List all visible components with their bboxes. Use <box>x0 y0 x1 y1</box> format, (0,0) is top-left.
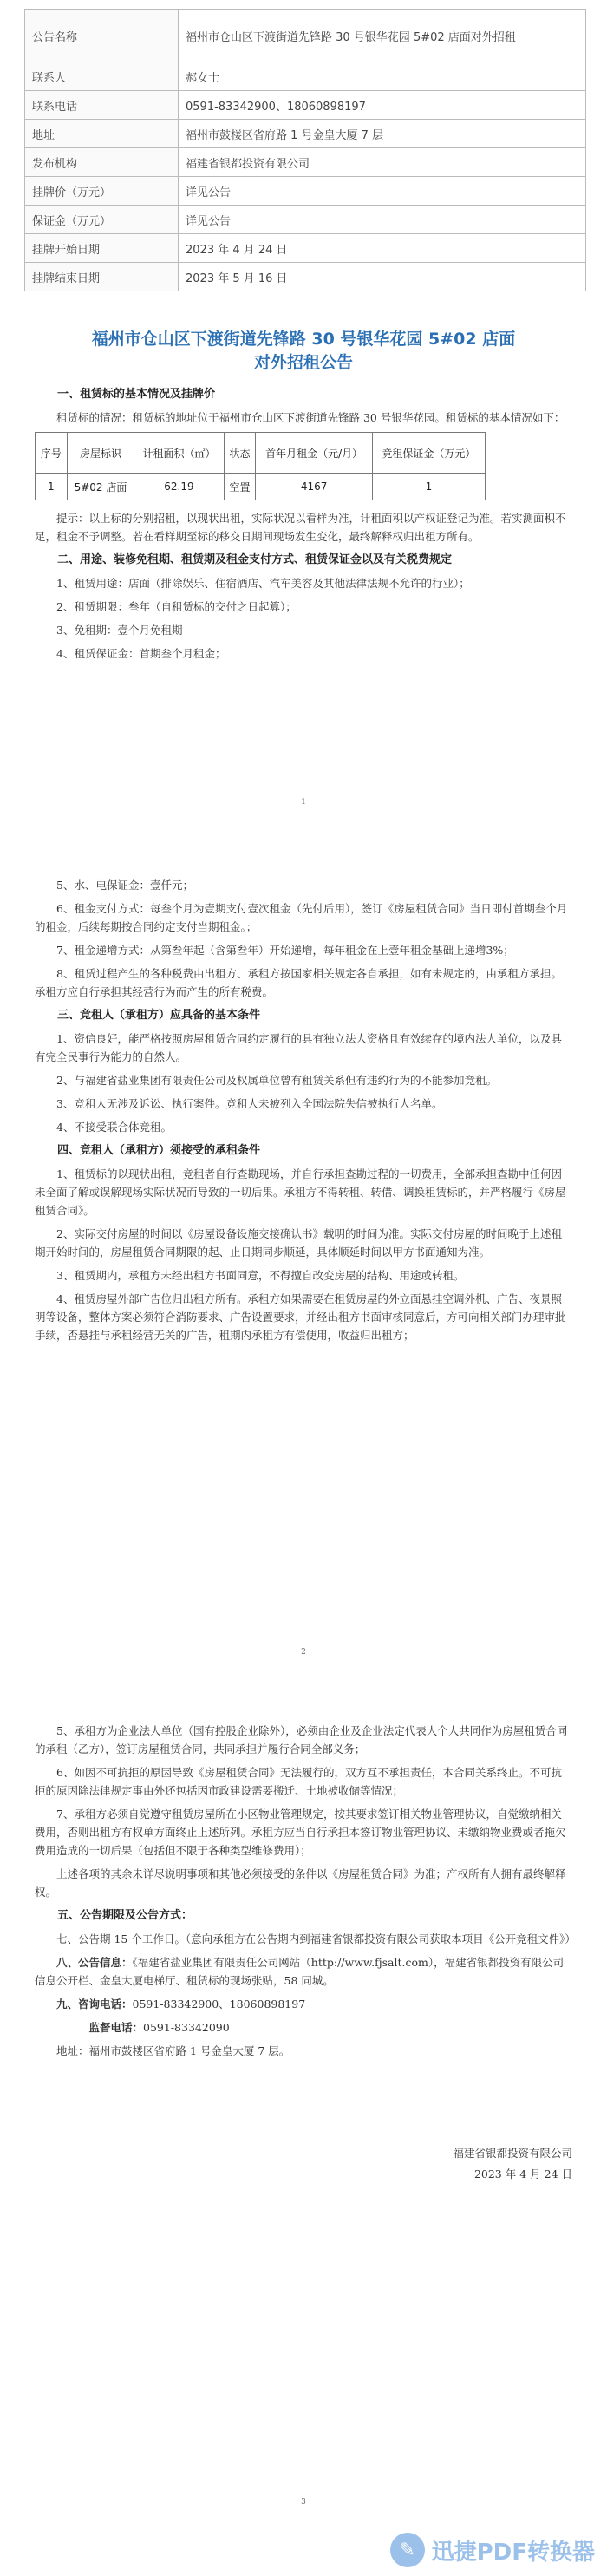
section-1-tip: 提示：以上标的分别招租，以现状出租，实际状况以看样为准，计租面积以产权证登记为准。若实测面积不足，租金不予调整。若在看样期至标的移交日期间现场发生变化，最终解释权归出租方所有。 <box>35 512 566 543</box>
watermark-text: 迅捷PDF转换器 <box>431 2539 595 2566</box>
section-3-p1: 1、资信良好，能严格按照房屋租赁合同约定履行的具有独立法人资格且有效续存的境内法人单位，以及具有完全民事行为能力的自然人。 <box>35 1032 562 1063</box>
section-2-p5: 5、水、电保证金：壹仟元； <box>56 879 193 892</box>
page-number-2: 2 <box>301 1648 306 1657</box>
info-key: 地址 <box>25 120 179 148</box>
info-key: 挂牌结束日期 <box>25 263 179 291</box>
info-key: 挂牌价（万元） <box>25 177 179 206</box>
section-2-p8: 8、租赁过程产生的各种税费由出租方、承租方按国家相关规定各自承担，如有未规定的，由承租方承担。承租方应自行承担其经营行为而产生的所有税费。 <box>35 967 562 998</box>
section-5-p2 <box>35 1953 572 1990</box>
info-row <box>25 206 586 234</box>
rent-table-cell: 1 <box>372 474 485 500</box>
section-5-heading: 五、公告期限及公告方式： <box>57 1909 193 1922</box>
signature-date: 2023 年 4 月 24 日 <box>473 2167 572 2180</box>
section-2-p7: 7、租金递增方式：从第叁年起（含第叁年）开始递增，每年租金在上壹年租金基础上递增3%； <box>56 944 514 957</box>
section-5-p1: 七、公告期 15 个工作日。（意向承租方在公告期内到福建省银都投资有限公司获取本项目《公开竞租文件》） <box>56 1932 576 1945</box>
rent-table-cell: 空置 <box>224 474 256 500</box>
rent-table-header-cell: 序号 <box>36 433 68 474</box>
info-key: 联系电话 <box>25 91 179 120</box>
rent-table-cell: 62.19 <box>134 474 224 500</box>
section-4-heading: 四、竞租人（承租方）须接受的承租条件 <box>57 1144 261 1157</box>
converter-watermark <box>390 2533 595 2567</box>
info-key: 公告名称 <box>25 10 179 62</box>
section-4-p3: 3、租赁期内，承租方未经出租方书面同意，不得擅自改变房屋的结构、用途或转租。 <box>56 1269 465 1282</box>
section-3-p4: 4、不接受联合体竞租。 <box>56 1121 172 1134</box>
section-2-p3: 3、免租期：壹个月免租期 <box>56 624 183 637</box>
info-row <box>25 177 586 206</box>
section-2-p4: 4、租赁保证金：首期叁个月租金； <box>56 647 226 660</box>
section-2-p1: 1、租赁用途：店面（排除娱乐、住宿酒店、汽车美容及其他法律法规不允许的行业）； <box>56 577 470 590</box>
rent-table-row <box>36 474 486 500</box>
section-2-p6: 6、租金支付方式：每叁个月为壹期支付壹次租金（先付后用），签订《房屋租赁合同》当日即付首期叁个月的租金，后续每期按合同约定支付当期租金。； <box>35 902 568 933</box>
page-number-1: 1 <box>301 798 306 807</box>
info-row <box>25 148 586 177</box>
page-2 <box>35 876 572 1350</box>
info-key: 挂牌开始日期 <box>25 234 179 263</box>
info-value: 0591-83342900、18060898197 <box>179 91 586 120</box>
info-row <box>25 234 586 263</box>
section-2-heading: 二、用途、装修免租期、租赁期及租金支付方式、租赁保证金以及有关税费规定 <box>57 553 453 566</box>
notice-title-line2: 对外招租公告 <box>253 353 353 372</box>
info-value: 详见公告 <box>179 206 586 234</box>
info-row <box>25 263 586 291</box>
phone-label: 九、咨询电话： <box>56 1997 133 2010</box>
page-3 <box>35 1722 576 2185</box>
section-1-intro: 租赁标的情况：租赁标的地址位于福州市仓山区下渡街道先锋路 30 号银华花园。租赁标的基本情况如下： <box>56 411 565 424</box>
info-value: 福州市鼓楼区省府路 1 号金皇大厦 7 层 <box>179 120 586 148</box>
section-5-phone <box>35 1995 572 2013</box>
info-key: 保证金（万元） <box>25 206 179 234</box>
info-value: 2023 年 4 月 24 日 <box>179 234 586 263</box>
info-key: 发布机构 <box>25 148 179 177</box>
rent-table-header <box>36 433 486 474</box>
signature-org: 福建省银都投资有限公司 <box>453 2147 572 2160</box>
info-value: 福建省银都投资有限公司 <box>179 148 586 177</box>
section-4-p4: 4、租赁房屋外部广告位归出租方所有。承租方如果需要在租赁房屋的外立面悬挂空调外机、广告、夜景照明等设备，整体方案必须符合消防要求、广告设置要求，并经出租方书面审核同意后，方可向相关部门办理审批手续，否悬挂与承租经营无关的广告，租期内承租方有偿使用，收益归出租方； <box>35 1292 566 1342</box>
supervise-value: 0591-83342090 <box>143 2021 230 2034</box>
info-row <box>25 10 586 62</box>
section-4-p6: 6、如因不可抗拒的原因导致《房屋租赁合同》无法履行的，双方互不承担责任，本合同关系终止。不可抗拒的原因除法律规定事由外还包括因市政建设需要搬迁、土地被收储等情况； <box>35 1766 562 1797</box>
info-row <box>25 120 586 148</box>
page-number-3: 3 <box>301 2498 306 2507</box>
rent-table-header-cell: 计租面积（㎡） <box>134 433 224 474</box>
info-value: 2023 年 5 月 16 日 <box>179 263 586 291</box>
rent-table <box>35 432 486 500</box>
section-4-p8: 上述各项的其余未详尽说明事项和其他必须接受的条件以《房屋租赁合同》为准；产权所有人拥有最终解释权。 <box>35 1867 566 1899</box>
section-3-p2: 2、与福建省盐业集团有限责任公司及权属单位曾有租赁关系但有违约行为的不能参加竞租。 <box>56 1074 497 1087</box>
section-3-heading: 三、竞租人（承租方）应具备的基本条件 <box>57 1009 261 1022</box>
rent-table-header-cell: 首年月租金（元/月） <box>256 433 373 474</box>
info-row <box>25 62 586 91</box>
rent-table-cell: 5#02 店面 <box>67 474 134 500</box>
rent-table-header-cell: 竞租保证金（万元） <box>372 433 485 474</box>
section-3-p3: 3、竞租人无涉及诉讼、执行案件。竞租人未被列入全国法院失信被执行人名单。 <box>56 1097 443 1110</box>
section-5-p2-text: 《福建省盐业集团有限责任公司网站（http://www.fjsalt.com），福建省银都投资有限公司信息公开栏、金皇大厦电梯厅、租赁标的现场张贴，58 同城。 <box>35 1956 565 1987</box>
rent-table-header-cell: 房屋标识 <box>67 433 134 474</box>
converter-logo-icon: ✎ <box>390 2533 425 2567</box>
supervise-label: 监督电话： <box>88 2021 144 2034</box>
rent-table-cell: 4167 <box>256 474 373 500</box>
info-key: 联系人 <box>25 62 179 91</box>
page-1 <box>35 382 572 668</box>
section-5-p2-label: 八、公告信息： <box>56 1956 133 1969</box>
rent-table-cell: 1 <box>36 474 68 500</box>
section-4-p5: 5、承租方为企业法人单位（国有控股企业除外），必须由企业及企业法定代表人个人共同作为房屋租赁合同的承租（乙方），签订房屋租赁合同，共同承担并履行合同全部义务； <box>35 1724 568 1755</box>
section-5-address: 地址：福州市鼓楼区省府路 1 号金皇大厦 7 层。 <box>56 2044 290 2057</box>
section-4-p7: 7、承租方必须自觉遵守租赁房屋所在小区物业管理规定，按其要求签订相关物业管理协议，自觉缴纳相关费用，否则出租方有权单方面终止上述所列。承租方应当自行承担本签订物业管理协议、未缴纳物业费或者拖欠费用造成的一切后果（包括但不限于各种类型维修费用）； <box>35 1808 566 1857</box>
section-1-heading: 一、租赁标的基本情况及挂牌价 <box>57 388 216 401</box>
rent-table-header-cell: 状态 <box>224 433 256 474</box>
info-value: 详见公告 <box>179 177 586 206</box>
notice-title <box>26 328 581 375</box>
info-value: 郝女士 <box>179 62 586 91</box>
phone-value: 0591-83342900、18060898197 <box>132 1997 306 2010</box>
notice-title-line1: 福州市仓山区下渡街道先锋路 30 号银华花园 5#02 店面 <box>91 330 516 349</box>
section-4-p1: 1、租赁标的以现状出租，竞租者自行查勘现场，并自行承担查勘过程的一切费用，全部承担查勘中任何因未全面了解或误解现场实际状况而导致的一切后果。承租方不得转租、转借、调换租赁标的，并严格履行《房屋租赁合同》。 <box>35 1167 566 1217</box>
section-2-p2: 2、租赁期限：叁年（自租赁标的交付之日起算）； <box>56 600 297 613</box>
section-5-supervise <box>35 2018 572 2037</box>
notice-info-table <box>24 9 586 291</box>
section-4-p2: 2、实际交付房屋的时间以《房屋设备设施交接确认书》载明的时间为准。实际交付房屋的时间晚于上述租期开始时间的，房屋租赁合同期限的起、止日期同步顺延，具体顺延时间以甲方书面通知为准。 <box>35 1227 562 1259</box>
info-row <box>25 91 586 120</box>
info-value: 福州市仓山区下渡街道先锋路 30 号银华花园 5#02 店面对外招租 <box>179 10 586 62</box>
